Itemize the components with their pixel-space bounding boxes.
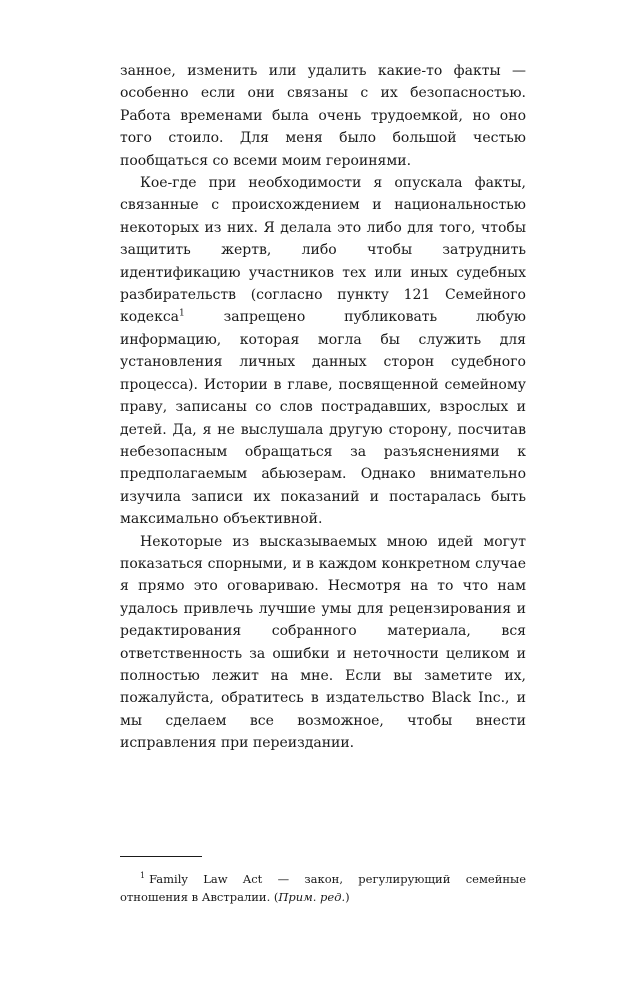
footnote-1 bbox=[120, 871, 526, 906]
footnote-text: Family Law Act — закон, регулирующий семейные отношения в Австралии. ( bbox=[120, 872, 526, 904]
paragraph-1 bbox=[120, 60, 526, 172]
paragraph-3 bbox=[120, 531, 526, 755]
footnote-reference-1[interactable]: 1 bbox=[179, 308, 185, 319]
paragraph-2-text-after-note: запрещено публиковать любую информацию, которая могла бы служить для установления личных данных сторон судебного процесса). Истории в главе, посвященной семейному праву, записаны со слов пострадавших, взрослых и детей. Да, я не выслушала другую сторону, посчитав небезопасным обращаться за разъяснениями к предполагаемым абьюзерам. Однако внимательно изучила записи их показаний и постаралась быть максимально объективной. bbox=[120, 309, 526, 528]
footnotes-area bbox=[120, 856, 526, 906]
paragraph-2-text-before-note: Кое-где при необходимости я опускала факты, связанные с происхождением и национальностью некоторых из них. Я делала это либо для того, чтобы защитить жертв, либо чтобы затруднить идентификацию участников тех или иных судебных разбирательств (согласно пункту 121 Семейного кодекса bbox=[120, 175, 526, 326]
paragraph-1-text: занное, изменить или удалить какие-то факты — особенно если они связаны с их безопасностью. Работа временами была очень трудоемкой, но оно того стоило. Для меня было большой честью пообщаться со всеми моим героинями. bbox=[120, 63, 526, 169]
paragraph-3-text: Некоторые из высказываемых мною идей могут показаться спорными, и в каждом конкретном случае я прямо это оговариваю. Несмотря на то что нам удалось привлечь лучшие умы для рецензирования и редактирования собранного материала, вся ответственность за ошибки и неточности целиком и полностью лежит на мне. Если вы заметите их, пожалуйста, обратитесь в издательство Black Inc., и мы сделаем все возможное, чтобы внести исправления при переиздании. bbox=[120, 533, 526, 752]
page-body bbox=[120, 60, 526, 755]
footnote-divider bbox=[120, 856, 202, 857]
footnote-close-paren: ) bbox=[345, 889, 350, 904]
footnote-marker: 1 bbox=[140, 871, 146, 881]
footnote-editor-note: Прим. ред. bbox=[278, 889, 346, 904]
paragraph-2 bbox=[120, 172, 526, 531]
